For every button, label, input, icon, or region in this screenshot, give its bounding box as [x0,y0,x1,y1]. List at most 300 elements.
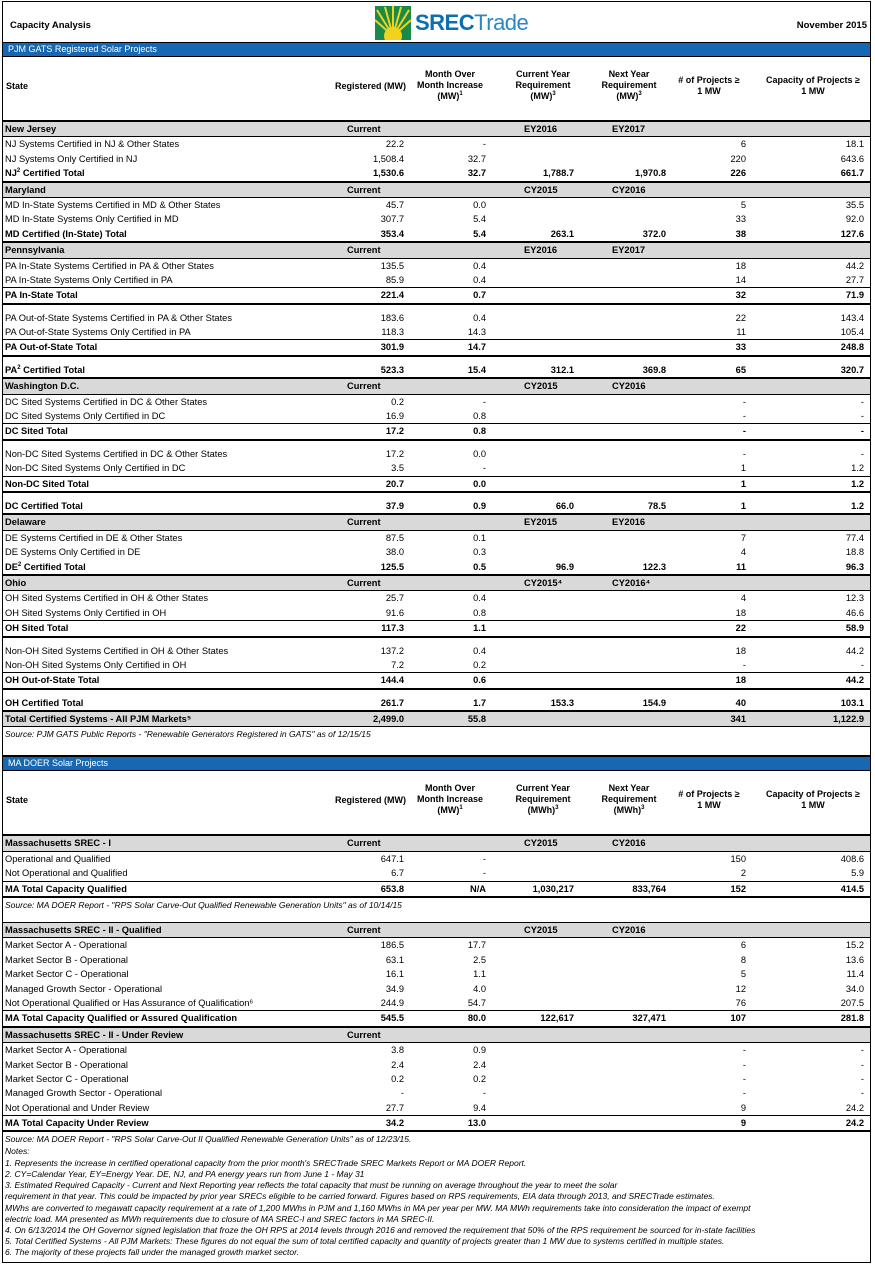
cell-col-1: Current [347,245,381,256]
footnotes [3,1146,870,1258]
footnote-line: requirement in that year. This could be impacted by prior year SRECs eligible to be carried forward. Figures based on RPS requirements, EIA data through 2013, and SRECTrade estimates. [5,1191,715,1202]
cell-col-0: Massachusetts SREC - II - Qualified [5,925,162,936]
table-row [3,852,870,866]
cell-col-1: 22.2 [385,139,404,150]
cell-col-0: Managed Growth Sector - Operational [5,983,163,994]
cell-col-1: 353.4 [380,228,404,239]
cell-col-1: - [400,1088,404,1099]
cell-col-1: 307.7 [380,214,404,225]
cell-col-6: 320.7 [840,364,864,375]
cell-col-6: 96.3 [845,561,864,572]
cell-col-6: 103.1 [840,697,864,708]
cell-col-6: 248.8 [840,342,864,353]
col-next-label: Next Year Requirement (MW) [601,69,657,101]
group-header-row [3,122,870,137]
table-row [3,658,870,672]
cell-col-2: 0.0 [473,478,486,489]
cell-col-6: 58.9 [845,623,864,634]
cell-col-0: DC Sited Systems Only Certified in DC [5,411,166,422]
cell-col-4: 1,970.8 [634,168,666,179]
table-row [3,1058,870,1072]
total-row [3,696,870,712]
col-month-sup: 1 [459,91,463,97]
total-row [3,363,870,379]
cell-col-4: CY2016⁴ [612,577,651,588]
table-row [3,606,870,620]
cell-col-2: 0.2 [473,1073,486,1084]
cell-col-0: Total Certified Systems - All PJM Markets⁵ [5,714,192,725]
cell-col-5: - [742,411,746,422]
cell-col-1: 0.2 [391,1073,404,1084]
cell-col-6: - [860,448,864,459]
cell-col-0: Operational and Qualified [5,853,111,864]
group-header-row [3,379,870,394]
cell-col-1: 301.9 [380,342,404,353]
cell-col-2: 1.7 [473,697,486,708]
cell-col-2: 2.5 [473,954,486,965]
col-registered: Registered (MW) [334,81,406,91]
cell-col-0: Market Sector B - Operational [5,954,128,965]
col-current-sup: 3 [552,91,556,97]
ma-srec2-table-body [3,923,870,1132]
cell-col-2: 55.8 [467,714,486,725]
table-row [3,395,870,409]
total-row [3,499,870,515]
cell-col-3: CY2015⁴ [524,577,563,588]
cell-col-5: 9 [740,1118,746,1129]
cell-col-2: 32.7 [467,153,486,164]
pjm-source: Source: PJM GATS Public Reports - "Renewable Generators Registered in GATS" as of 12/15/15 [3,727,870,756]
cell-col-1: 647.1 [380,853,404,864]
cell-col-6: 12.3 [845,593,864,604]
cell-col-1: 17.2 [385,448,404,459]
cell-col-5: 9 [740,1102,746,1113]
cell-col-0: $NJ^2$ Certified Total [5,168,85,179]
cell-col-1: 523.3 [380,364,404,375]
cell-col-2: 5.4 [473,228,486,239]
cell-col-0: MA Total Capacity Under Review [5,1118,149,1129]
table-row [3,953,870,967]
cell-col-1: 25.7 [385,593,404,604]
cell-col-6: 1.2 [851,500,864,511]
cell-col-1: 38.0 [385,547,404,558]
cell-col-5: 12 [735,983,746,994]
cell-col-5: 150 [730,853,746,864]
cell-col-2: - [482,463,486,474]
cell-col-6: 11.4 [846,969,864,980]
cell-col-0: Massachusetts SREC - II - Under Review [5,1029,184,1040]
cell-col-1: Current [347,184,381,195]
cell-col-0: Massachusetts SREC - I [5,838,111,849]
cell-col-4: 372.0 [642,228,666,239]
cell-col-1: 3.5 [391,463,404,474]
total-row [3,560,870,576]
cell-col-1: 85.9 [385,274,404,285]
cell-col-6: 13.6 [845,954,864,965]
cell-col-6: 408.6 [840,853,864,864]
table-row [3,531,870,545]
cell-col-5: - [742,1073,746,1084]
cell-col-0: Non-DC Sited Systems Certified in DC & Other States [5,448,228,459]
cell-col-5: 8 [740,954,746,965]
col-month-increase [416,69,484,102]
footnote-marker: 2 [17,561,22,568]
cell-col-0: MD In-State Systems Certified in MD & Other States [5,199,221,210]
cell-col-4: CY2016 [612,925,646,936]
cell-col-6: 1.2 [851,478,864,489]
ma-col-next-label: Next Year Requirement (MWh) [601,783,657,816]
cell-col-1: 135.5 [380,260,404,271]
cell-col-5: 226 [730,168,746,179]
table-row [3,311,870,325]
ma-col-projects: # of Projects ≥ 1 MW [678,789,740,811]
cell-col-0: PA Out-of-State Total [5,342,98,353]
cell-col-5: 152 [730,883,746,894]
table-row [3,866,870,880]
cell-col-2: 14.7 [467,342,486,353]
table-row [3,137,870,151]
cell-col-0: Not Operational Qualified or Has Assurance of Qualification⁶ [5,997,254,1008]
col-next-year [589,69,669,102]
cell-col-4: EY2017 [612,245,646,256]
cell-col-5: 4 [740,593,746,604]
cell-col-1: 1,530.6 [372,168,404,179]
srectrade-logo [375,6,529,40]
cell-col-0: DE Systems Certified in DE & Other States [5,532,183,543]
cell-col-0: DC Sited Total [5,426,68,437]
cell-col-1: Current [347,381,381,392]
footnote-line: 6. The majority of these projects fall under the managed growth market sector. [5,1247,300,1258]
cell-col-5: 1 [740,463,746,474]
cell-col-1: 137.2 [380,645,404,656]
ma-section-title: MA DOER Solar Projects [3,756,870,771]
ma-col-state: State [6,795,29,806]
ma-column-headers [3,771,870,836]
cell-col-5: - [742,1088,746,1099]
cell-col-1: 20.7 [385,478,404,489]
cell-col-0: Managed Growth Sector - Operational [5,1088,163,1099]
cell-col-1: 91.6 [385,607,404,618]
cell-col-4: 154.9 [642,697,666,708]
cell-col-6: 24.2 [845,1118,864,1129]
cell-col-5: 11 [736,327,746,338]
cell-col-3: CY2015 [524,184,558,195]
cell-col-6: - [860,1073,864,1084]
cell-col-1: Current [347,838,381,849]
cell-col-0: OH Sited Systems Only Certified in OH [5,607,167,618]
cell-col-2: 0.8 [473,411,486,422]
cell-col-6: 1,122.9 [832,714,864,725]
cell-col-5: 76 [735,997,746,1008]
cell-col-0: Market Sector C - Operational [5,969,129,980]
footnote-line: 4. On 6/13/2014 the OH Governor signed legislation that froze the OH RPS at 2014 levels through 2016 and removed the requirement that 50% of the RPS requirement be sourced for in-state facilities [5,1224,756,1235]
cell-col-4: 327,471 [632,1013,666,1024]
cell-col-6: 143.4 [840,312,864,323]
cell-col-1: 2.4 [391,1059,404,1070]
cell-col-6: - [860,1045,864,1056]
sun-icon [375,6,411,40]
cell-col-1: 183.6 [380,312,404,323]
table-row [3,447,870,461]
footnote-line: electric load. MA presented as MWh requirements due to closure of MA SREC-I and SREC factors in MA SREC-II. [5,1213,435,1224]
ma-source-1: Source: MA DOER Report - "RPS Solar Carve-Out Qualified Renewable Generation Units" as of 10/14/15 [3,898,870,923]
cell-col-2: - [482,139,486,150]
total-row [3,287,870,304]
cell-col-1: Current [347,1029,381,1040]
total-row [3,166,870,182]
cell-col-0: Market Sector C - Operational [5,1073,129,1084]
total-row [3,339,870,356]
table-row [3,152,870,166]
cell-col-5: 11 [736,561,746,572]
cell-col-2: 80.0 [467,1013,486,1024]
report-date: November 2015 [796,20,867,31]
total-row [3,227,870,243]
ma-col-current-sup: 3 [555,805,559,812]
group-header-row [3,183,870,198]
cell-col-5: - [742,659,746,670]
footnote-line: 5. Total Certified Systems - All PJM Markets: These figures do not equal the sum of total certified capacity and quantity of projects greater than 1 MW due to systems certified in multiple states. [5,1236,725,1247]
cell-col-4: CY2016 [612,184,646,195]
cell-col-3: 1,030,217 [532,883,574,894]
ma-col-month-sup: 1 [459,805,463,812]
cell-col-6: 105.4 [840,327,864,338]
total-row [3,476,870,493]
cell-col-1: 7.2 [391,659,404,670]
report-title: Capacity Analysis [10,20,91,31]
table-row [3,644,870,658]
group-header-row [3,712,870,727]
cell-col-2: 2.4 [473,1059,486,1070]
cell-col-5: - [742,396,746,407]
cell-col-1: 37.9 [385,500,404,511]
cell-col-2: 0.2 [473,659,486,670]
cell-col-6: - [860,1088,864,1099]
pjm-table-body [3,122,870,727]
cell-col-2: 1.1 [473,969,486,980]
table-row [3,938,870,952]
ma-col-next-sup: 3 [641,805,645,812]
ma-col-current-label: Current Year Requirement (MWh) [515,783,571,816]
cell-col-4: EY2016 [612,517,646,528]
cell-col-6: 24.2 [845,1102,864,1113]
table-row [3,1072,870,1086]
cell-col-3: CY2015 [524,838,558,849]
cell-col-3: 96.9 [555,561,574,572]
cell-col-0: NJ Systems Certified in NJ & Other States [5,139,180,150]
cell-col-0: Delaware [5,517,46,528]
group-header-row [3,836,870,851]
cell-col-1: 545.5 [380,1013,404,1024]
cell-col-5: 22 [735,312,746,323]
cell-col-1: 34.9 [385,983,404,994]
pjm-section-title: PJM GATS Registered Solar Projects [3,42,870,57]
cell-col-0: New Jersey [5,124,57,134]
ma-col-registered: Registered (MW) [334,795,406,806]
cell-col-2: 5.4 [473,214,486,225]
cell-col-0: DC Certified Total [5,500,83,511]
table-row [3,273,870,287]
cell-col-5: 341 [730,714,746,725]
ma-srec1-table-body [3,836,870,898]
cell-col-2: - [482,396,486,407]
cell-col-3: CY2015 [524,381,558,392]
cell-col-5: 33 [735,214,746,225]
total-row [3,1010,870,1027]
cell-col-2: N/A [469,883,486,894]
cell-col-0: PA Out-of-State Systems Only Certified in PA [5,327,191,338]
ma-source-2: Source: MA DOER Report - "RPS Solar Carve-Out II Qualified Renewable Generation Units" as of 12/23/15. [5,1134,412,1145]
cell-col-6: - [860,396,864,407]
footnote-marker: 2 [16,168,21,175]
cell-col-3: CY2015 [524,925,558,936]
cell-col-1: 117.3 [381,623,404,634]
cell-col-5: 18 [735,675,746,686]
cell-col-6: 92.0 [845,214,864,225]
cell-col-5: 40 [735,697,746,708]
cell-col-6: 127.6 [840,228,864,239]
footnote-line: 2. CY=Calendar Year, EY=Energy Year. DE, NJ, and PA energy years run from June 1 - May 31 [5,1168,365,1179]
cell-col-2: 1.1 [473,623,486,634]
cell-col-4: 833,764 [632,883,666,894]
cell-col-6: - [860,411,864,422]
cell-col-0: Non-OH Sited Systems Only Certified in OH [5,659,187,670]
cell-col-6: 661.7 [840,168,864,179]
cell-col-1: Current [347,124,381,134]
total-row [3,881,870,898]
total-row [3,672,870,689]
table-row [3,545,870,559]
cell-col-0: $PA^2$ Certified Total [5,364,85,375]
cell-col-6: 643.6 [840,153,864,164]
table-row [3,259,870,273]
table-row [3,409,870,423]
cell-col-1: 16.1 [385,969,404,980]
cell-col-0: PA In-State Total [5,290,78,301]
cell-col-5: 220 [730,153,746,164]
cell-col-3: 122,617 [540,1013,574,1024]
cell-col-2: 13.0 [467,1118,486,1129]
cell-col-5: 14 [735,274,746,285]
table-row [3,1101,870,1115]
cell-col-0: PA In-State Systems Certified in PA & Other States [5,260,214,271]
cell-col-2: 14.3 [467,327,486,338]
group-header-row [3,515,870,530]
col-current-year [503,69,583,102]
footnote-line: MWhs are converted to megawatt capacity requirement at a rate of 1,200 MWhs in PJM and 1,160 MWhs in MA per year per MW. MA MWh requirements take into consideration the impact of exempt [5,1202,751,1213]
total-row [3,423,870,440]
cell-col-2: 17.7 [467,940,486,951]
table-row [3,325,870,339]
cell-col-6: 414.5 [840,883,864,894]
cell-col-0: MD Certified (In-State) Total [5,228,127,239]
ma-col-capacity: Capacity of Projects ≥ 1 MW [766,789,860,811]
footnote-marker: 2 [17,364,21,371]
logo-text-trade: Trade [474,10,529,35]
cell-col-2: 4.0 [473,983,486,994]
cell-col-5: 18 [735,645,746,656]
cell-col-6: 77.4 [845,532,864,543]
cell-col-3: EY2016 [524,245,558,256]
cell-col-0: PA Out-of-State Systems Certified in PA & Other States [5,312,233,323]
cell-col-6: - [860,426,864,437]
cell-col-1: 1,508.4 [372,153,404,164]
cell-col-2: - [482,853,486,864]
cell-col-2: 0.4 [473,593,486,604]
cell-col-2: 15.4 [467,364,486,375]
cell-col-2: 32.7 [467,168,486,179]
cell-col-6: 207.5 [840,997,864,1008]
cell-col-2: 0.4 [473,260,486,271]
cell-col-1: 221.4 [380,290,404,301]
footnote-line: Notes: [5,1146,30,1157]
col-month-label: Month Over Month Increase (MW) [416,69,483,101]
cell-col-1: 45.7 [385,199,404,210]
cell-col-3: 312.1 [550,364,574,375]
table-row [3,461,870,475]
cell-col-0: PA In-State Systems Only Certified in PA [5,274,173,285]
cell-col-2: 0.8 [473,426,486,437]
cell-col-5: 18 [735,607,746,618]
cell-col-6: 15.2 [845,940,864,951]
cell-col-5: - [742,1045,746,1056]
pjm-column-headers [3,57,870,122]
col-projects: # of Projects ≥ 1 MW [678,75,740,96]
cell-col-3: EY2016 [524,124,558,134]
table-row [3,967,870,981]
cell-col-2: 0.8 [473,607,486,618]
cell-col-5: 1 [740,478,746,489]
total-row [3,1115,870,1132]
table-row [3,212,870,226]
cell-col-0: NJ Systems Only Certified in NJ [5,153,138,164]
cell-col-2: 0.4 [473,645,486,656]
cell-col-6: 34.0 [845,983,864,994]
cell-col-2: 9.4 [473,1102,486,1113]
ma-col-month-increase [416,783,484,816]
cell-col-0: $DE^2$ Certified Total [5,561,86,572]
cell-col-0: MA Total Capacity Qualified or Assured Qualification [5,1013,238,1024]
cell-col-6: 18.8 [845,547,864,558]
cell-col-1: 6.7 [391,868,404,879]
cell-col-5: 22 [735,623,746,634]
cell-col-1: 125.5 [380,561,404,572]
cell-col-3: EY2015 [524,517,558,528]
cell-col-3: 153.3 [550,697,574,708]
cell-col-1: Current [347,925,381,936]
cell-col-0: Market Sector A - Operational [5,1045,127,1056]
cell-col-0: OH Certified Total [5,697,84,708]
cell-col-1: 87.5 [385,532,404,543]
cell-col-4: 369.8 [642,364,666,375]
cell-col-2: - [482,868,486,879]
table-row [3,1086,870,1100]
cell-col-2: 54.7 [467,997,486,1008]
cell-col-5: 18 [735,260,746,271]
table-row [3,591,870,605]
cell-col-6: - [860,1059,864,1070]
cell-col-2: - [482,1088,486,1099]
cell-col-5: 38 [735,228,746,239]
report-page [2,1,871,1263]
col-next-sup: 3 [638,91,642,97]
cell-col-0: OH Sited Total [5,623,69,634]
cell-col-1: 27.7 [385,1102,404,1113]
cell-col-1: 34.2 [385,1118,404,1129]
cell-col-5: 1 [740,500,746,511]
cell-col-3: 66.0 [555,500,574,511]
cell-col-1: 63.1 [385,954,404,965]
